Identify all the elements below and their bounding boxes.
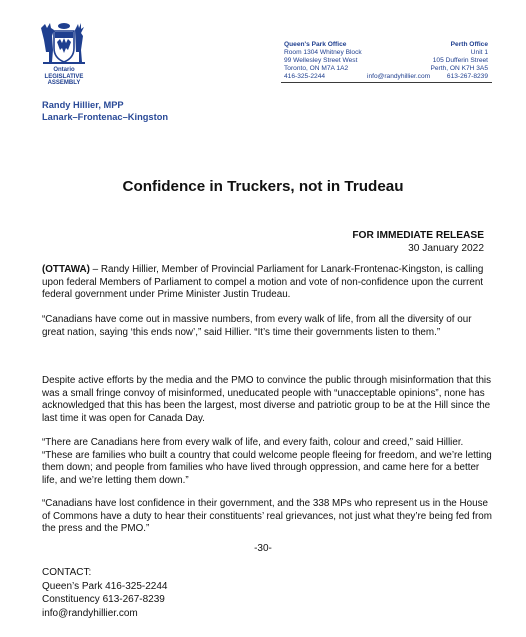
paragraph-4 (42, 437, 492, 487)
queens-park-office-address (284, 41, 362, 81)
paragraph-1-text: – Randy Hillier, Member of Provincial Parliament for Lanark-Frontenac-Kingston, is calling upon federal Members of Parliament to compel a motion and vote of non-confidence upon the current federal government under Prime Minister Justin Trudeau. (42, 264, 484, 301)
paragraph-2-text: “Canadians have come out in massive numbers, from every walk of life, from all the diversity of our great nation, saying ‘this ends now’,” said Hillier. “It’s time their governments listen to them.” (42, 314, 472, 338)
perth-address-line1: Unit 1 (470, 49, 488, 56)
contact-label: CONTACT: (42, 567, 92, 578)
paragraph-1 (42, 264, 492, 302)
contact-email: info@randyhillier.com (42, 607, 138, 619)
release-label: FOR IMMEDIATE RELEASE (352, 230, 484, 241)
perth-office-title: Perth Office (450, 41, 488, 48)
release-title: Confidence in Truckers, not in Trudeau (122, 178, 404, 195)
paragraph-5-text: “Canadians have lost confidence in their government, and the 338 MPs who represent us in the House of Commons have a duty to hear their constituents’ real grievances, not just what they’re being fed from the press and the PMO.” (42, 498, 492, 535)
logo-line-legislative: LEGISLATIVE (44, 73, 84, 80)
mpp-block (42, 99, 168, 123)
queens-park-address-line1: Room 1304 Whitney Block (284, 49, 362, 56)
header-email: info@randyhillier.com (367, 73, 431, 80)
queens-park-office-title: Queen's Park Office (284, 41, 347, 48)
end-mark: -30- (254, 543, 272, 554)
ontario-legislative-assembly-logo (34, 20, 94, 87)
mpp-name: Randy Hillier, MPP (42, 100, 124, 110)
paragraph-2 (42, 314, 492, 339)
contact-block (42, 566, 167, 620)
paragraph-3 (42, 375, 492, 425)
queens-park-address-line2: 99 Wellesley Street West (284, 57, 358, 64)
dateline: (OTTAWA) (42, 264, 90, 275)
release-date: 30 January 2022 (408, 243, 484, 254)
contact-queens-park: Queen’s Park 416-325-2244 (42, 580, 168, 592)
paragraph-3-text: Despite active efforts by the media and the PMO to convince the public through misinformation that this was a small fringe convoy of misinformed, uneducated people with “unacceptable opinions”, none has acknowledged that this has been the largest, most diverse and patriotic group to be at the Hill since the last time it was open for Canada Day. (42, 375, 492, 424)
perth-address-line2: 105 Dufferin Street (432, 57, 488, 64)
release-info (352, 229, 484, 255)
logo-line-ontario: Ontario (53, 67, 75, 73)
paragraph-5 (42, 498, 492, 536)
queens-park-phone: 416-325-2244 (284, 73, 326, 80)
logo-text (34, 67, 94, 87)
mpp-riding: Lanark–Frontenac–Kingston (42, 112, 169, 122)
contact-constituency: Constituency 613-267-8239 (42, 594, 165, 606)
coat-of-arms-icon (37, 20, 91, 66)
perth-address-line3: Perth, ON K7H 3A5 (430, 65, 488, 72)
logo-line-assembly: ASSEMBLY (47, 80, 81, 86)
paragraph-4-text: “There are Canadians here from every walk of life, and every faith, colour and creed,” said Hillier. “These are families who built a country that could welcome people fleeing for freedom, and we’re letting them down; and people from families who have lived through oppression, and came here for a better life, and we’re letting them down.” (42, 437, 492, 486)
queens-park-address-line3: Toronto, ON M7A 1A2 (284, 65, 349, 72)
perth-office-address (430, 41, 488, 81)
header-divider (281, 82, 492, 83)
perth-phone: 613-267-8239 (446, 73, 488, 80)
